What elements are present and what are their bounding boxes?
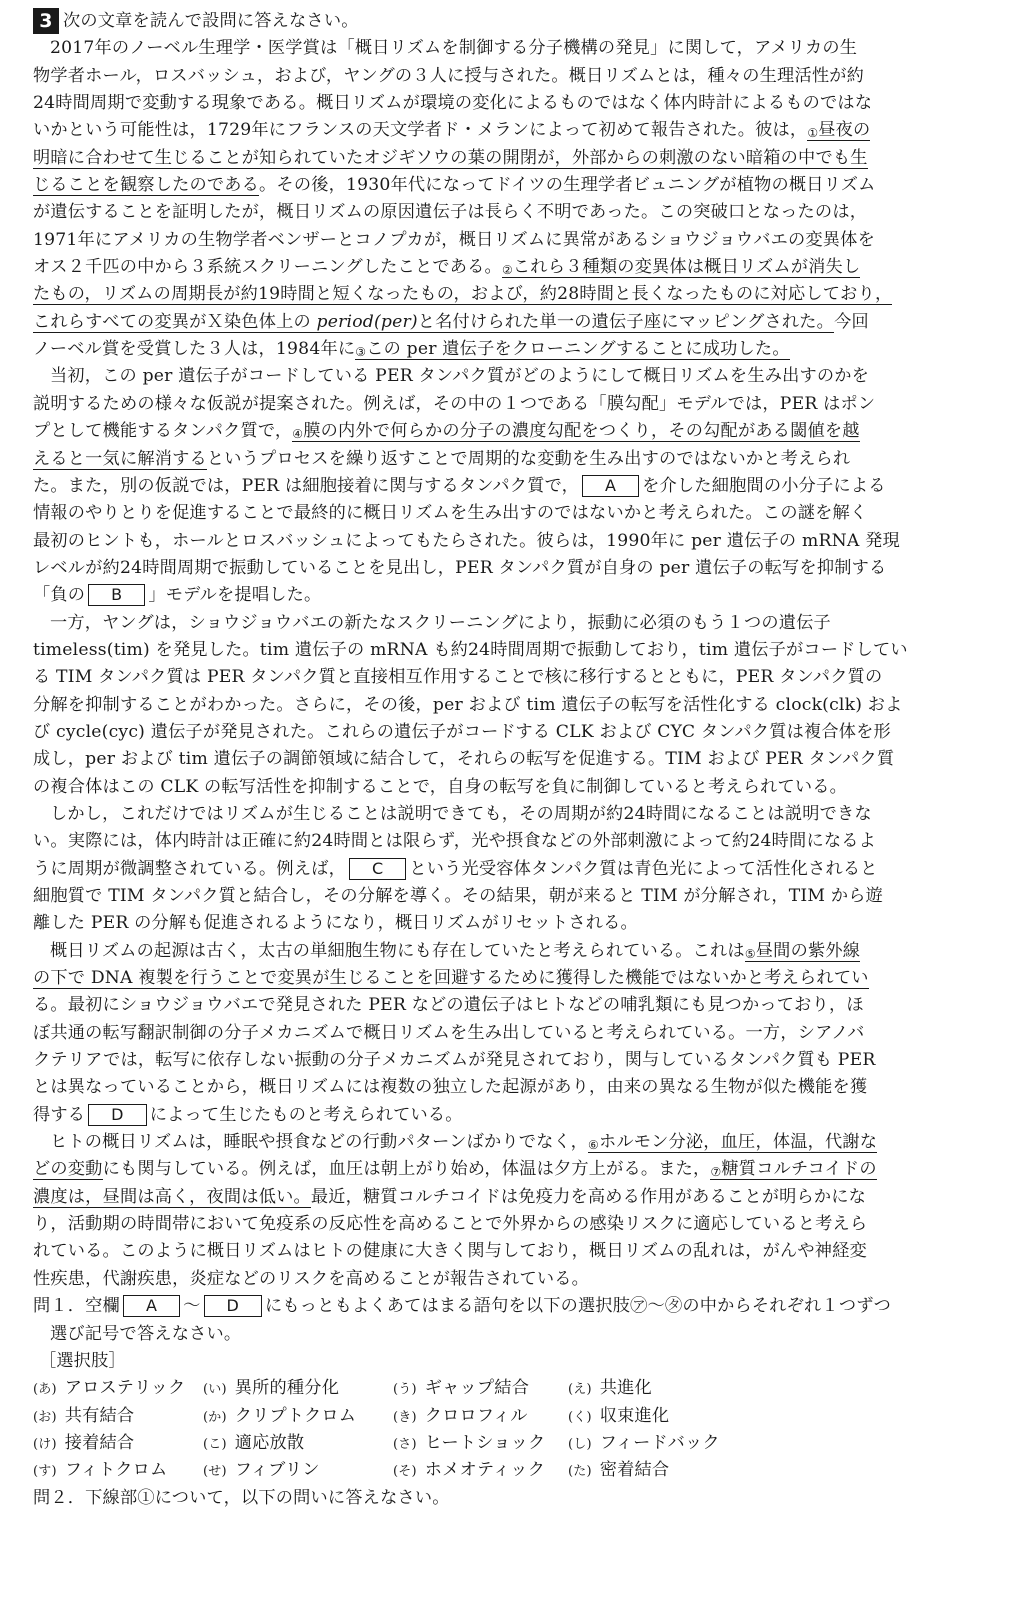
p1-line-8: 1971年にアメリカの生物学者ベンザーとコノプカが，概日リズムに異常があるショウジョウバエの変異体を — [33, 229, 875, 250]
p6-line-2: どの変動にも関与している。例えば，血圧は朝上がり始め，体温は夕方上がる。また，⑦糖質コルチコイドの — [33, 1159, 877, 1180]
p1-line-10 — [33, 281, 1002, 308]
blank-a: A — [582, 475, 639, 497]
choice-ku: (く) 収束進化 — [568, 1405, 670, 1426]
marker-2: ② — [501, 263, 513, 278]
p5-line-1: 概日リズムの起源は古く，太古の単細胞生物にも存在していたと考えられている。これは⑤昼間の紫外線 — [50, 940, 861, 961]
p3-line-5: び cycle(cyc) 遺伝子が発見された。これらの遺伝子がコードする CLK および CYC タンパク質は複合体を形 — [33, 721, 891, 742]
underline-4: ④膜の内外で何らかの分子の濃度勾配をつくり，その勾配がある閾値を越 — [292, 421, 860, 442]
q1-line-2: 選び記号で答えなさい。 — [50, 1323, 242, 1344]
p6-line-4: り，活動期の時間帯において免疫系の反応性を高めることで外界からの感染リスクに適応していると考えら — [33, 1214, 868, 1235]
p3-line-2: timeless(tim) を発見した。tim 遺伝子の mRNA も約24時間周期で振動しており，tim 遺伝子がコードしてい — [33, 639, 908, 660]
underline-7: ⑦糖質コルチコイドの — [710, 1159, 877, 1180]
p1-line-2: 物学者ホール，ロスバッシュ，および，ヤングの３人に授与された。概日リズムとは，種々の生理活性が約 — [33, 65, 864, 86]
p3-line-1: 一方，ヤングは，ショウジョウバエの新たなスクリーニングにより，振動に必須のもう１つの遺伝子 — [50, 612, 831, 633]
underline-2-cont: たもの，リズムの周期長が約19時間と短くなったもの，および，約28時間と長くなったものに対応しており， — [33, 284, 893, 305]
underline-4-end: えると一気に解消する — [33, 448, 207, 469]
blank-d: D — [88, 1104, 147, 1126]
blank-c: C — [349, 858, 406, 880]
marker-5: ⑤ — [744, 946, 756, 961]
choice-ko: (こ) 適応放散 — [203, 1432, 305, 1453]
p4-line-2: い。実際には，体内時計は正確に約24時間とは限らず，光や摂食などの外部刺激によって約24時間になるよ — [33, 831, 876, 852]
p4-line-5: 離した PER の分解も促進されるようになり，概日リズムがリセットされる。 — [33, 913, 638, 934]
p6-line-6: 性疾患，代謝疾患，炎症などのリスクを高めることが報告されている。 — [33, 1268, 590, 1289]
choice-i: (い) 異所的種分化 — [203, 1378, 340, 1399]
choice-se: (せ) フィブリン — [203, 1460, 320, 1481]
choices-row-3 — [33, 1430, 1002, 1457]
choices-row-4 — [33, 1457, 1002, 1484]
p5-line-3: る。最初にショウジョウバエで発見された PER などの遺伝子はヒトなどの哺乳類にも見つかっており，ほ — [33, 995, 864, 1016]
underline-7-end: 濃度は，昼間は高く，夜間は低い。 — [33, 1186, 311, 1207]
choices-row-1 — [33, 1375, 1002, 1402]
choice-so: (そ) ホメオティック — [393, 1460, 546, 1481]
choice-ka: (か) クリプトクロム — [203, 1405, 357, 1426]
p1-line-5 — [33, 145, 1002, 172]
choice-shi: (し) フィードバック — [568, 1432, 720, 1453]
q2-line: 問２．下線部①について，以下の問いに答えなさい。 — [33, 1487, 450, 1508]
choice-su: (す) フィトクロム — [33, 1460, 168, 1481]
marker-7: ⑦ — [710, 1165, 722, 1180]
choice-sa: (さ) ヒートショック — [393, 1432, 546, 1453]
underline-2-end: これらすべての変異がＸ染色体上の period(per)と名付けられた単一の遺伝子座にマッピングされた。 — [33, 311, 835, 332]
p2-line-1: 当初，この per 遺伝子がコードしている PER タンパク質がどのようにして概日リズムを生み出すのかを — [50, 366, 870, 387]
p3-line-7: の複合体はこの CLK の転写活性を抑制することで，自身の転写を負に制御していると考えられている。 — [33, 776, 848, 797]
p1-line-1: 2017年のノーベル生理学・医学賞は「概日リズムを制御する分子機構の発見」に関して，アメリカの生 — [50, 38, 858, 59]
choice-a: (あ) アロステリック — [33, 1378, 186, 1399]
p6-line-5: れている。このように概日リズムはヒトの健康に大きく関与しており，概日リズムの乱れは，がんや神経変 — [33, 1241, 867, 1262]
p4-line-3: うに周期が微調整されている。例えば， C という光受容体タンパク質は青色光によって活性化されると — [33, 858, 878, 879]
p2-line-4: えると一気に解消するというプロセスを繰り返すことで周期的な変動を生み出すのではないかと考えられ — [33, 448, 851, 469]
choice-o: (お) 共有結合 — [33, 1405, 135, 1426]
p3-line-3: る TIM タンパク質は PER タンパク質と直接相互作用することで核に移行するとともに，PER タンパク質の — [33, 667, 883, 688]
choice-ta: (た) 密着結合 — [568, 1460, 670, 1481]
p6-line-3: 濃度は，昼間は高く，夜間は低い。最近，糖質コルチコイドは免疫力を高める作用があることが明らかにな — [33, 1186, 867, 1207]
instruction-line — [33, 8, 1002, 35]
p1-line-7: が遺伝することを証明したが，概日リズムの原因遺伝子は長らく不明であった。この突破口となったのは， — [33, 202, 868, 223]
p6-line-1: ヒトの概日リズムは，睡眠や摂食などの行動パターンばかりでなく，⑥ホルモン分泌，血圧，体温，代謝な — [50, 1132, 878, 1153]
q1-line-1: 問１．空欄 A 〜 D にもっともよくあてはまる語句を以下の選択肢㋐〜㋟の中からそれぞれ１つずつ — [33, 1296, 891, 1317]
question-number-badge: 3 — [33, 8, 59, 34]
choices-row-2 — [33, 1403, 1002, 1430]
p5-line-6: とは異なっていることから，概日リズムには複数の独立した起源があり，由来の異なる生物が似た機能を獲 — [33, 1077, 868, 1098]
underline-5: ⑤昼間の紫外線 — [744, 940, 861, 961]
p4-line-4: 細胞質で TIM タンパク質と結合し，その分解を導く。その結果，朝が来ると TIM が分解され，TIM から遊 — [33, 886, 884, 906]
p5-line-7: 得する D によって生じたものと考えられている。 — [33, 1104, 463, 1125]
p5-line-5: クテリアでは，転写に依存しない振動の分子メカニズムが発見されており，関与しているタンパク質も PER — [33, 1050, 876, 1071]
choices-label: ［選択肢］ — [39, 1350, 126, 1371]
p2-line-3: プとして機能するタンパク質で，④膜の内外で何らかの分子の濃度勾配をつくり，その勾配がある閾値を越 — [33, 421, 860, 442]
underline-6-end: どの変動 — [33, 1159, 103, 1180]
marker-1: ① — [807, 126, 819, 141]
p2-line-9: 「負の B 」モデルを提唱した。 — [33, 585, 322, 606]
p2-line-7: 最初のヒントも，ホールとロスバッシュによってもたらされた。彼らは，1990年に per 遺伝子の mRNA 発現 — [33, 530, 900, 551]
instruction-text: 次の文章を読んで設問に答えなさい。 — [63, 11, 359, 31]
p2-line-2: 説明するための様々な仮説が提案された。例えば，その中の１つである「膜勾配」モデルでは，PER はポン — [33, 393, 876, 414]
p1-line-3: 24時間周期で変動する現象である。概日リズムが環境の変化によるものではなく体内時計によるものではな — [33, 93, 873, 114]
underline-1-cont: 明暗に合わせて生じることが知られていたオジギソウの葉の開閉が，外部からの刺激のない暗箱の中でも生 — [33, 147, 868, 168]
blank-b: B — [88, 584, 145, 606]
p2-line-8: レベルが約24時間周期で振動していることを見出し，PER タンパク質が自身の per 遺伝子の転写を抑制する — [33, 557, 887, 578]
choice-e: (え) 共進化 — [568, 1378, 652, 1399]
p5-line-2 — [33, 965, 1002, 992]
marker-4: ④ — [292, 427, 304, 442]
p1-line-4: いかという可能性は，1729年にフランスの天文学者ド・メランによって初めて報告された。彼は，①昼夜の — [33, 120, 871, 141]
underline-6: ⑥ホルモン分泌，血圧，体温，代謝な — [587, 1132, 878, 1153]
underline-3: ③この per 遺伝子をクローニングすることに成功した。 — [355, 339, 790, 360]
marker-3: ③ — [355, 345, 367, 360]
p1-line-11: これらすべての変異がＸ染色体上の period(per)と名付けられた単一の遺伝子座にマッピングされた。今回 — [33, 311, 869, 332]
p3-line-4: 分解を抑制することがわかった。さらに，その後，per および tim 遺伝子の転写を活性化する clock(clk) およ — [33, 694, 903, 715]
choice-ki: (き) クロロフィル — [393, 1405, 528, 1426]
q1-blank-a: A — [123, 1295, 180, 1317]
p2-line-5: た。また，別の仮説では，PER は細胞接着に関与するタンパク質で， A を介した細胞間の小分子による — [33, 475, 886, 496]
p4-line-1: しかし，これだけではリズムが生じることは説明できても，その周期が約24時間になることは説明できな — [50, 803, 872, 824]
p2-line-6: 情報のやりとりを促進することで最終的に概日リズムを生み出すのではないかと考えられた。この謎を解く — [33, 503, 868, 524]
p3-line-6: 成し，per および tim 遺伝子の調節領域に結合して，それらの転写を促進する。TIM および PER タンパク質 — [33, 749, 895, 770]
marker-6: ⑥ — [587, 1138, 599, 1153]
p5-line-4: ぼ共通の転写翻訳制御の分子メカニズムで概日リズムを生み出していると考えられている。一方，シアノバ — [33, 1022, 865, 1043]
underline-1-end: じることを観察したのである — [33, 175, 260, 196]
p1-line-6: じることを観察したのである。その後，1930年代になってドイツの生理学者ビュニングが植物の概日リズム — [33, 175, 876, 196]
underline-5-end: の下で DNA 複製を行うことで変異が生じることを回避するために獲得した機能ではないかと考えられてい — [33, 968, 869, 989]
p1-line-9: オス２千匹の中から３系統スクリーニングしたことである。②これら３種類の変異体は概日リズムが消失し — [33, 257, 861, 278]
q1-blank-d: D — [204, 1295, 263, 1317]
choice-u: (う) ギャップ結合 — [393, 1378, 530, 1399]
underline-1: ①昼夜の — [807, 120, 871, 141]
p1-line-12: ノーベル賞を受賞した３人は，1984年に③この per 遺伝子をクローニングすることに成功した。 — [33, 339, 790, 360]
choice-ke: (け) 接着結合 — [33, 1432, 135, 1453]
underline-2: ②これら３種類の変異体は概日リズムが消失し — [501, 257, 861, 278]
